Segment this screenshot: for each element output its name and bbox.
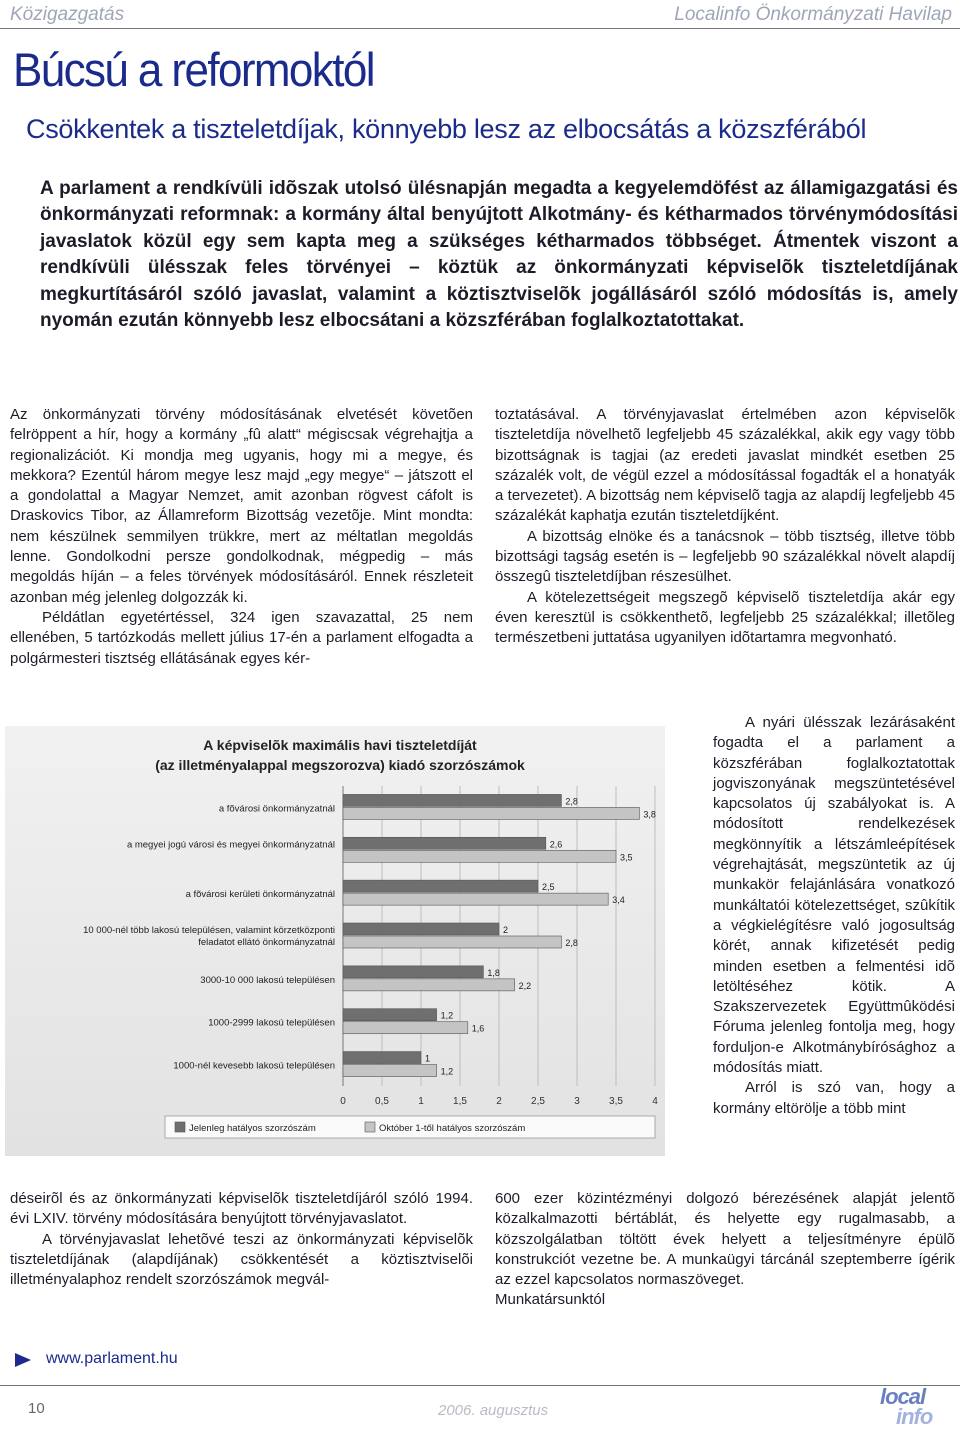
localinfo-logo	[878, 1384, 958, 1430]
page-number: 10	[28, 1400, 45, 1417]
bar	[343, 880, 538, 892]
article-title: Búcsú a reformoktól	[13, 44, 374, 97]
paragraph: 600 ezer közintézményi dolgozó bérezésének alapját jelentõ közalkalmazotti bértáblát, és helyette egy rugalmasabb, a közszolgálatban töltött évek helyett a teljesítményre épülõ konstrukciót vezetne be. A munkaügyi tárcánál szeptemberre ígérik az ezzel kapcsolatos normaszöveget.	[495, 1190, 955, 1289]
logo-top: local	[880, 1384, 926, 1409]
article-subtitle: Csökkentek a tiszteletdíjak, könnyebb lesz az elbocsátás a közszférából	[26, 114, 867, 144]
bar	[343, 1065, 437, 1077]
article-lead	[40, 176, 958, 334]
author-signature: Munkatársunktól	[495, 1291, 606, 1309]
issue-date: 2006. augusztus	[438, 1402, 549, 1419]
x-tick-label: 4	[652, 1096, 658, 1107]
bar	[343, 979, 515, 991]
parlament-link[interactable]: www.parlament.hu	[46, 1350, 178, 1367]
category-label: a fõvárosi önkormányzatnál	[218, 803, 335, 815]
legend-label: Október 1-től hatályos szorzószám	[379, 1123, 526, 1134]
value-label: 1,6	[471, 1023, 485, 1034]
x-tick-label: 1	[418, 1096, 424, 1107]
legend-swatch	[175, 1122, 185, 1132]
logo-bottom: info	[896, 1404, 933, 1429]
lead-text: A parlament a rendkívüli idõszak utolsó ülésnapján megadta a kegyelemdöfést az államigazgatási és önkormányzati reformnak: a kormány által benyújtott Alkotmány- és kétharmados törvénymódosítási javaslatok közül egy sem kapta meg a szükséges kétharmados többséget. Átmentek viszont a rendkívüli ülésszak feles törvényei – köztük az önkormányzati képviselõk tiszteletdíjának megkurtításáról szóló javaslat, valamint a köztisztviselõk jogállásáról szóló módosítás is, amely nyomán ezután könnyebb lesz elbocsátani a közszférában foglalkoztatottakat.	[40, 178, 958, 332]
category-label: 1000-nél kevesebb lakosú településen	[173, 1060, 335, 1072]
chart-subtitle: (az illetményalappal megszorozva) kiadó szorzószámok	[155, 757, 525, 773]
arrow-icon	[12, 1350, 34, 1370]
column-2-bottom	[495, 1189, 955, 1311]
paragraph: déseirõl és az önkormányzati képviselõk tiszteletdíjáról szóló 1994. évi LXIV. törvény módosítására benyújtott törvényjavaslatot.	[10, 1190, 473, 1228]
category-label: a fõvárosi kerületi önkormányzatnál	[185, 889, 335, 901]
paragraph: toztatásával. A törvényjavaslat értelmében azon képviselõk tiszteletdíja növelhetõ legfeljebb 45 százalékkal, akik egy vagy több bizottságnak is tagjai (az eredeti javaslat mindkét esetben 25 százalék volt, de végül ezzel a módosítással fogadták el a honatyák a tervezetet). A bizottság nem képviselõ tagja az alapdíj legfeljebb 45 százalékát kaphatja ezután tiszteletdíjként.	[495, 406, 955, 525]
column-1-bottom	[10, 1189, 473, 1290]
x-tick-label: 2	[496, 1096, 502, 1107]
value-label: 3,5	[620, 852, 633, 863]
column-2-top	[495, 405, 955, 649]
paragraph: Az önkormányzati törvény módosításának elvetését követõen felröppent a hír, hogy a kormány „fû alatt“ mégiscsak végrehajtja a regionalizációt. Ki mondja meg ugyanis, hogy mi a megye, és mekkora? Ezentúl három megye lesz majd „egy megye“ – játszott el a gondolattal a Magyar Nemzet, amit azonban rögvest cáfolt is Draskovics Tibor, az Államreform Bizottság vezetõje. Mint mondta: nem készülnek semmilyen trükkre, mert az méltatlan megoldás lenne. Gondolkodni persze gondolkodnak, mégpedig – más megoldás híján – a feles törvények módosításáról. Ennek részleteit azonban még jelenleg dolgozzák ki.	[10, 406, 473, 606]
footer-rule	[0, 1385, 960, 1386]
value-label: 2,2	[518, 980, 532, 991]
category-label: 10 000-nél több lakosú településen, valamint körzetközponti	[83, 925, 335, 936]
legend-swatch	[365, 1122, 375, 1132]
legend-label: Jelenleg hatályos szorzószám	[189, 1123, 316, 1134]
bar	[343, 850, 616, 862]
value-label: 3,4	[612, 895, 625, 906]
paragraph: A bizottság elnöke és a tanácsnok – több tisztség, illetve több bizottsági tagság esetén is – legfeljebb 90 százalékkal növelt alapdíj összegû tiszteletdíjban részesülhet.	[495, 527, 955, 586]
paragraph: A kötelezettségeit megszegõ képviselõ tiszteletdíja akár egy éven keresztül is csökkenthetõ, legfeljebb 25 százalékkal; illetõleg természetbeni juttatása ugyanilyen idõtartamra megvonható.	[495, 588, 955, 647]
bar	[343, 1052, 421, 1064]
value-label: 1,2	[440, 1066, 454, 1077]
paragraph: A törvényjavaslat lehetõvé teszi az önkormányzati képviselõk tiszteletdíjának (alapdíjának) csökkentését a köztisztviselõi illetményalaphoz rendelt szorzószámok megvál-	[10, 1230, 473, 1289]
bar	[343, 837, 546, 849]
paragraph: Arról is szó van, hogy a kormány eltörölje a több mint	[713, 1079, 955, 1117]
category-label: 3000-10 000 lakosú településen	[200, 974, 335, 986]
value-label: 1	[425, 1053, 431, 1064]
chart-legend	[165, 1116, 655, 1138]
category-label: 1000-2999 lakosú településen	[208, 1017, 335, 1029]
bar	[343, 1009, 437, 1021]
x-tick-label: 3,5	[609, 1096, 623, 1107]
x-axis-ticks	[340, 1096, 658, 1107]
bar	[343, 966, 483, 978]
section-label: Közigazgatás	[10, 4, 125, 25]
x-tick-label: 3	[574, 1096, 580, 1107]
bar	[343, 794, 561, 806]
x-tick-label: 0	[340, 1096, 346, 1107]
x-tick-label: 1,5	[453, 1096, 467, 1107]
bar	[343, 923, 499, 935]
bar	[343, 1022, 468, 1034]
value-label: 2,5	[542, 882, 555, 893]
paragraph: Példátlan egyetértéssel, 324 igen szavazattal, 25 nem ellenében, 5 tartózkodás mellett július 17-én a parlament elfogadta a polgármesteri tisztség ellátásának egyes kér-	[10, 608, 473, 667]
bar	[343, 807, 639, 819]
value-label: 3,8	[643, 809, 656, 820]
paragraph: A nyári ülésszak lezárásaként fogadta el a parlament a közszférában foglalkoztatottak jogviszonyának megszüntetésével kapcsolatos új szabályokat is. A módosított rendelkezések megkönnyítik a létszámleépítések végrehajtását, megszüntetik az új munkakör felajánlására vonatkozó munkáltatói kötelezettséget, szûkítik a végkielégítésre való jogosultság körét, annak kifizetését pedig minden esetben a felmentési idõ letöltéséhez kötik. A Szakszervezetek Együttmûködési Fóruma jelenleg fontolja meg, hogy forduljon-e Alkotmánybírósághoz a módosítás miatt.	[713, 714, 955, 1077]
column-1-top	[10, 405, 473, 669]
bar	[343, 893, 608, 905]
value-label: 1,8	[487, 967, 500, 978]
category-label: a megyei jogú városi és megyei önkormányzatnál	[126, 839, 335, 851]
category-label: feladatot ellátó önkormányzatnál	[198, 937, 335, 948]
publication-name: Localinfo Önkormányzati Havilap	[674, 4, 952, 25]
value-label: 2,6	[549, 839, 563, 850]
value-label: 2,8	[565, 938, 578, 948]
chart-title: A képviselõk maximális havi tiszteletdíját	[203, 737, 477, 753]
bar	[343, 936, 561, 948]
value-label: 1,2	[440, 1010, 454, 1021]
value-label: 2,8	[565, 796, 578, 807]
x-tick-label: 0,5	[375, 1096, 389, 1107]
multiplier-bar-chart	[5, 726, 665, 1156]
value-label: 2	[503, 925, 509, 935]
column-2-narrow	[713, 713, 955, 1119]
header-rule	[0, 28, 960, 29]
x-tick-label: 2,5	[531, 1096, 545, 1107]
